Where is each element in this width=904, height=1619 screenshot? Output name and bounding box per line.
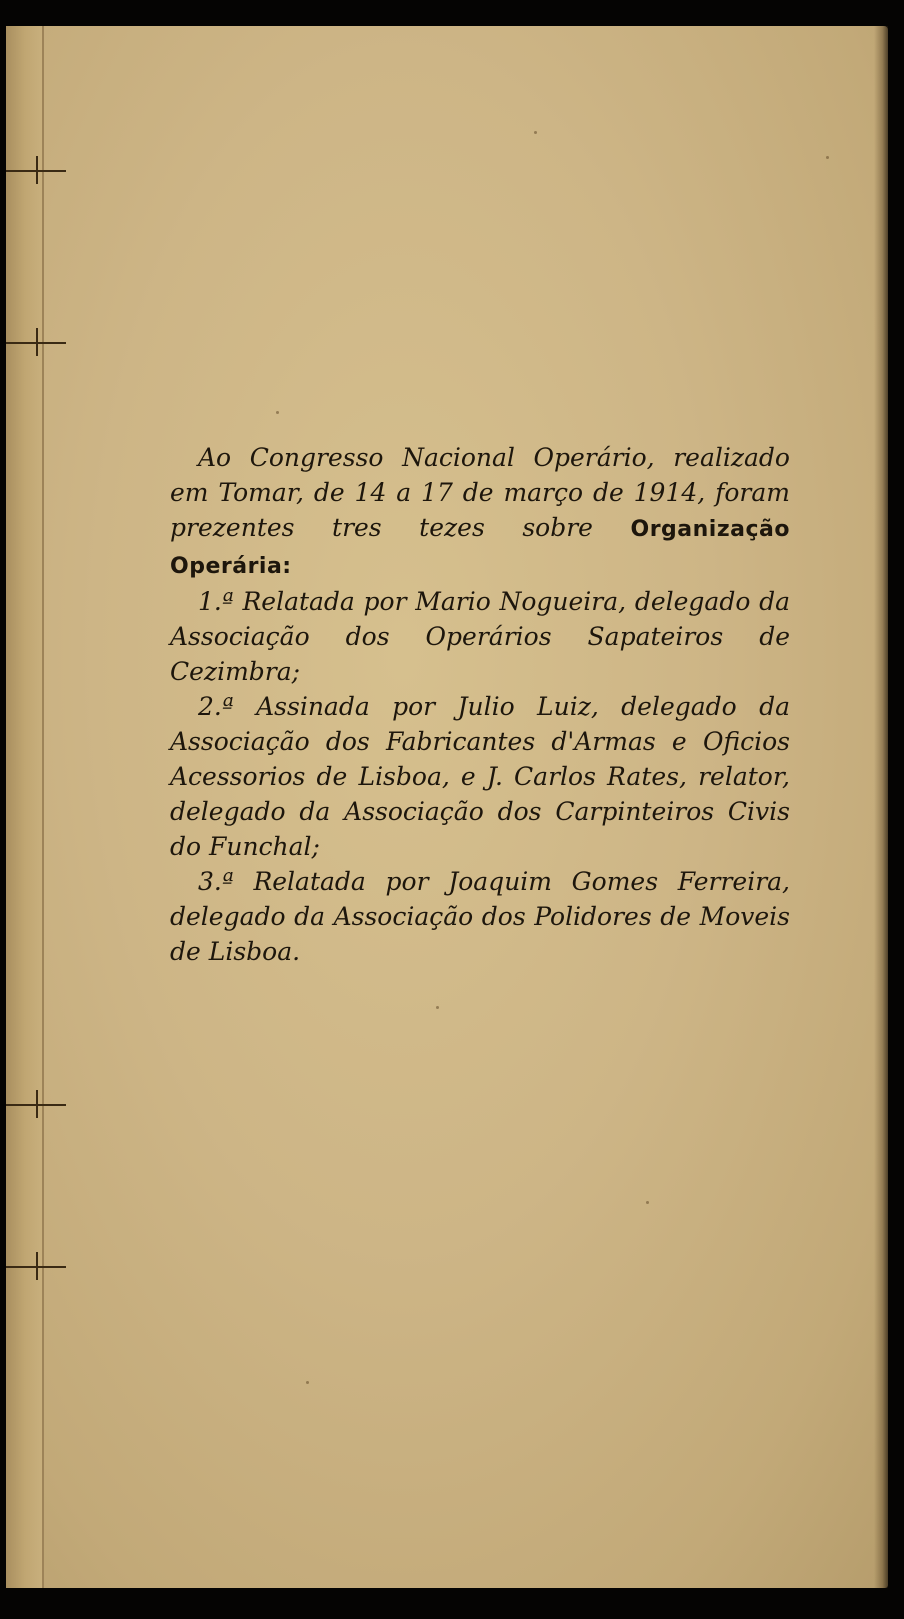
paper-speck — [436, 1006, 439, 1009]
item-ordinal: 2.ª — [198, 692, 234, 721]
item-ordinal: 1.ª — [198, 587, 234, 616]
list-item — [170, 584, 790, 689]
item-text: Assinada por Julio Luiz, delegado da Associação dos Fabricantes d'Armas e Oficios Acessorios de Lisboa, e J. Carlos Rates, relator, delegado da Associação dos Carpinteiros Civis do Funchal; — [170, 692, 790, 861]
item-text: Relatada por Joaquim Gomes Ferreira, delegado da Associação dos Polidores de Moveis de Lisboa. — [170, 867, 791, 966]
binding-fold — [42, 26, 44, 1588]
binding-stitch — [6, 1104, 66, 1106]
list-item — [170, 864, 790, 969]
intro-text: Ao Congresso Nacional Operário, realizado em Tomar, de 14 a 17 de março de 1914, foram prezentes tres tezes sobre — [170, 443, 790, 542]
paper-speck — [276, 411, 279, 414]
paper-speck — [646, 1201, 649, 1204]
paper-speck — [534, 131, 537, 134]
binding-stitch — [6, 342, 66, 344]
list-item — [170, 689, 790, 864]
binding-stitch — [6, 1266, 66, 1268]
item-text: Relatada por Mario Nogueira, delegado da Associação dos Operários Sapateiros de Cezimbra; — [170, 587, 790, 686]
paper-speck — [826, 156, 829, 159]
intro-paragraph — [170, 440, 790, 584]
paper-speck — [306, 1381, 309, 1384]
bold-heading-term: Organização Operária: — [170, 517, 790, 579]
item-ordinal: 3.ª — [198, 867, 234, 896]
page-edge-shadow — [874, 26, 888, 1588]
document-body — [170, 440, 790, 969]
binding-stitch — [6, 170, 66, 172]
